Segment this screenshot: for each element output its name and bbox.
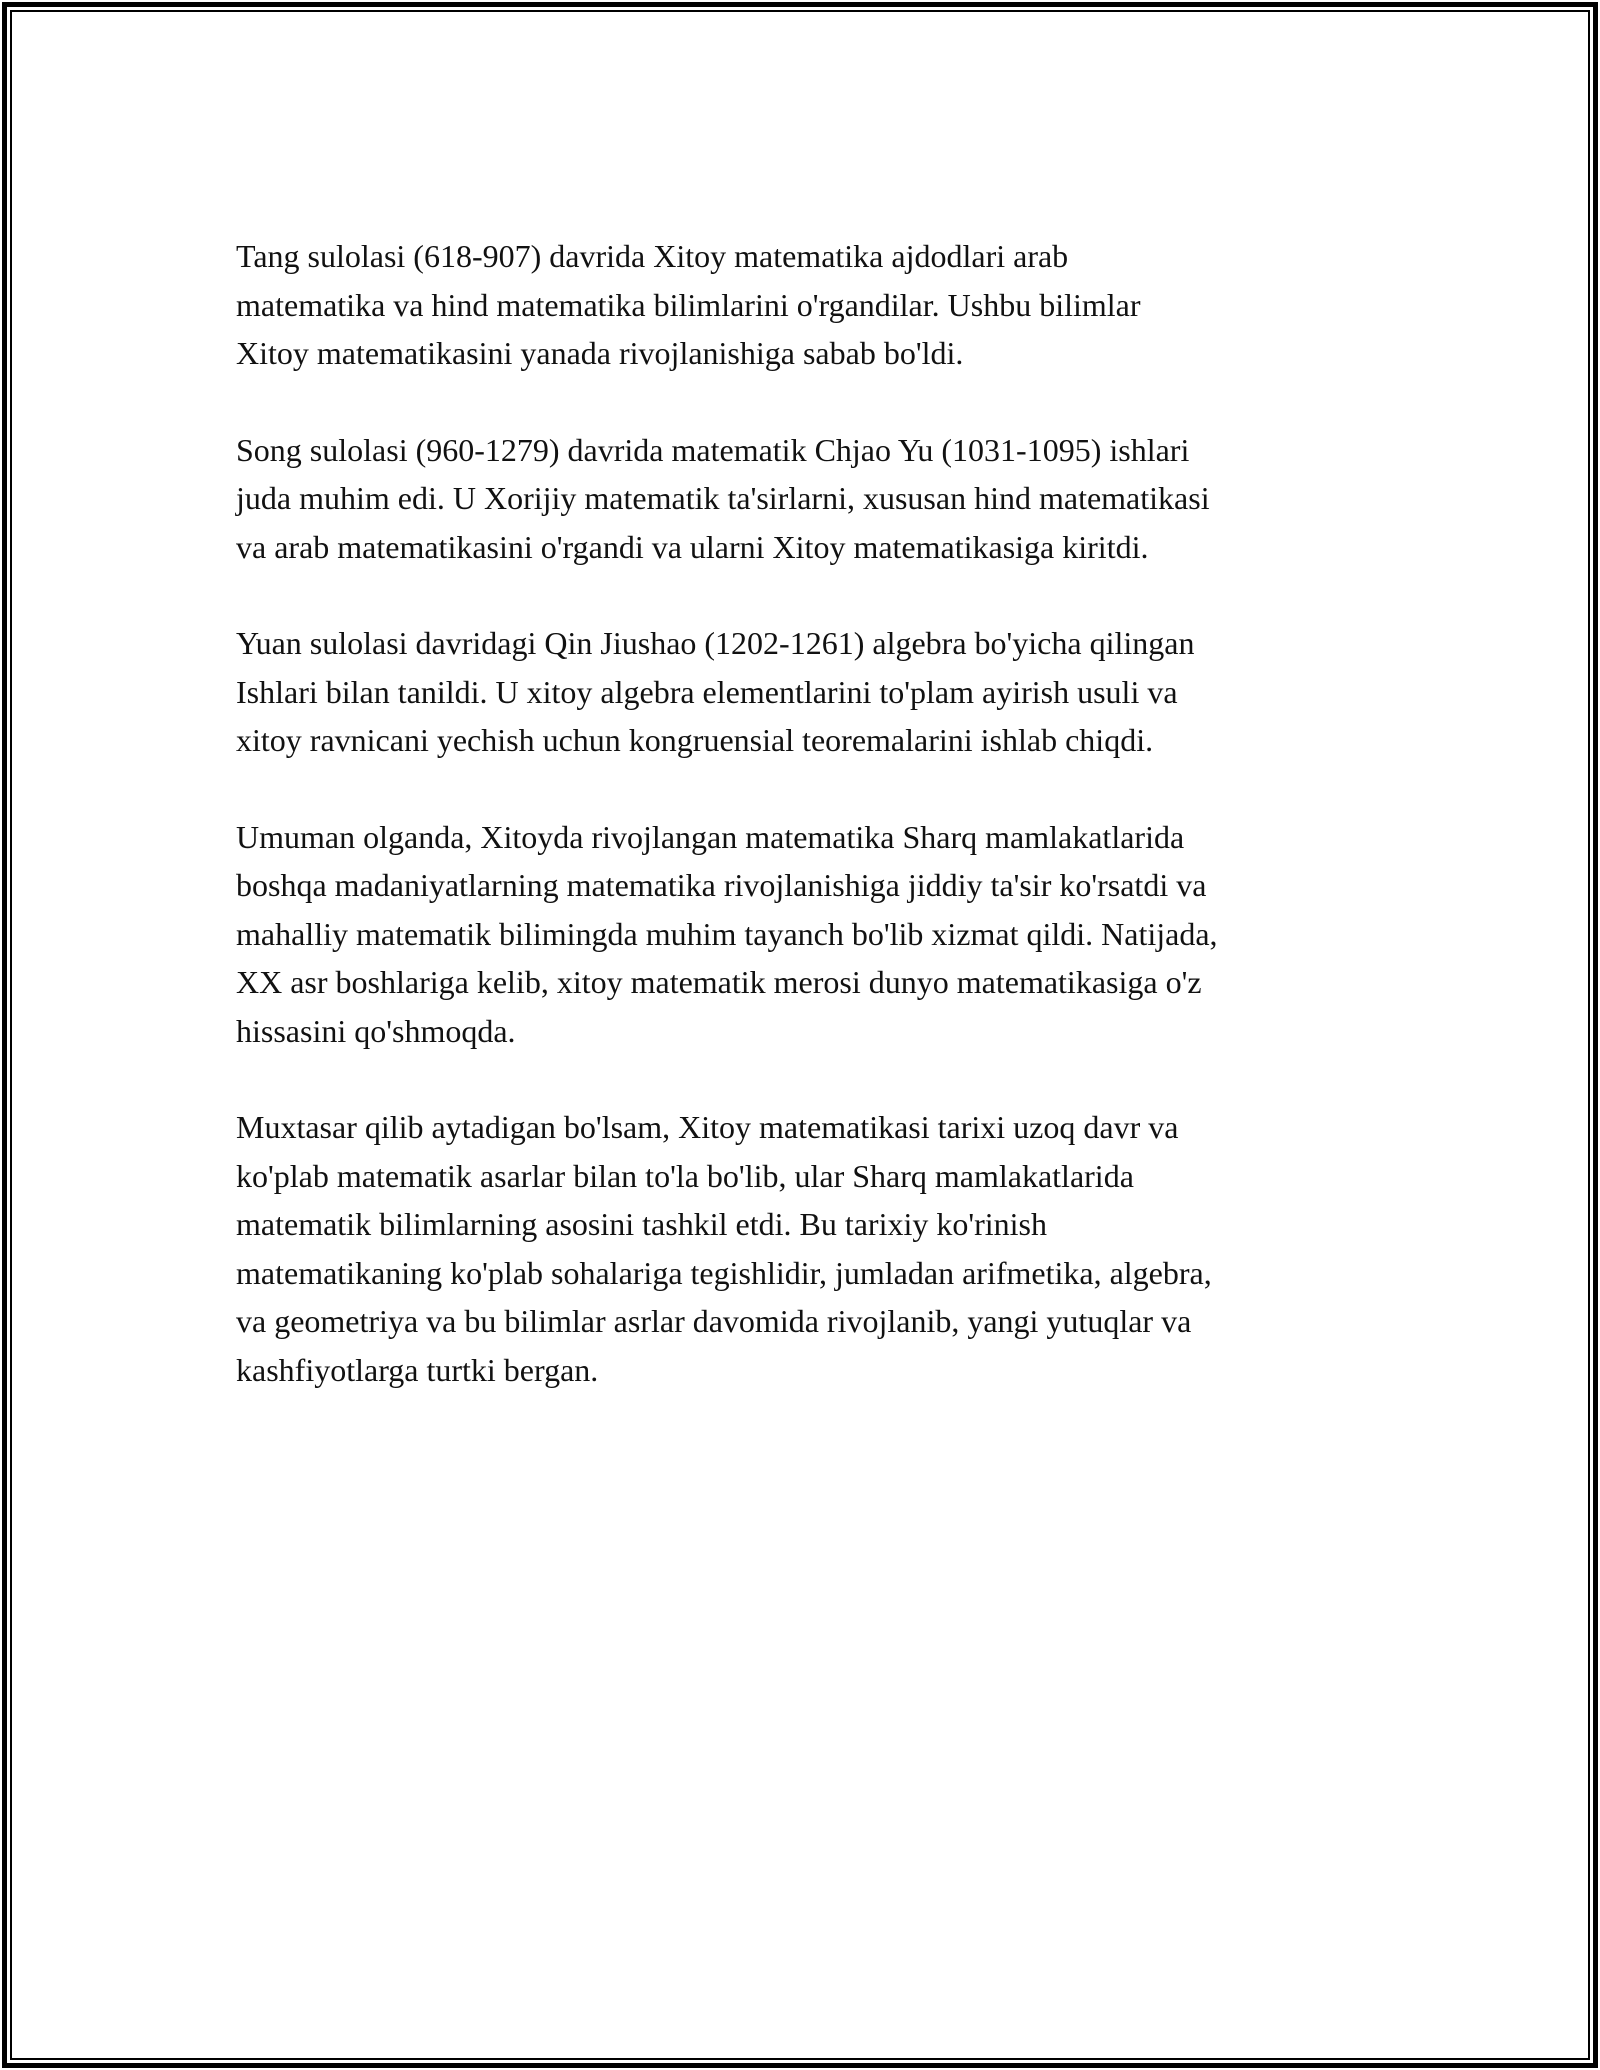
paragraph-song-dynasty: Song sulolasi (960-1279) davrida matematik Chjao Yu (1031-1095) ishlari juda muhim edi. U Xorijiy matematik ta'sirlarni, xususan hind matematikasi va arab matematikasini o'rgandi va ularni Xitoy matematikasiga kiritdi. xyxy=(236,431,1210,565)
document-body xyxy=(236,232,1366,1442)
paragraph-general-summary: Umuman olganda, Xitoyda rivojlangan matematika Sharq mamlakatlarida boshqa madaniyatlarning matematika rivojlanishiga jiddiy ta'sir ko'rsatdi va mahalliy matematik bilimingda muhim tayanch bo'lib xizmat qildi. Natijada, XX asr boshlariga kelib, xitoy matematik merosi dunyo matematikasiga o'z hissasini qo'shmoqda. xyxy=(236,818,1218,1049)
paragraph-yuan-dynasty: Yuan sulolasi davridagi Qin Jiushao (1202-1261) algebra bo'yicha qilingan Ishlari bilan tanildi. U xitoy algebra elementlarini to'plam ayirish usuli va xitoy ravnicani yechish uchun kongruensial teoremalarini ishlab chiqdi. xyxy=(236,625,1195,758)
paragraph-conclusion: Muxtasar qilib aytadigan bo'lsam, Xitoy matematikasi tarixi uzoq davr va ko'plab matematik asarlar bilan to'la bo'lib, ular Sharq mamlakatlarida matematik bilimlarning asosini tashkil etdi. Bu tarixiy ko'rinish matematikaning ko'plab sohalariga tegishlidir, jumladan arifmetika, algebra, va geometriya va bu bilimlar asrlar davomida rivojlanib, yangi yutuqlar va kashfiyotlarga turtki bergan. xyxy=(236,1109,1212,1388)
paragraph-tang-dynasty: Tang sulolasi (618-907) davrida Xitoy matematika ajdodlari arab matematika va hind matematika bilimlarini o'rgandilar. Ushbu bilimlar Xitoy matematikasini yanada rivojlanishiga sabab bo'ldi. xyxy=(236,238,1141,371)
